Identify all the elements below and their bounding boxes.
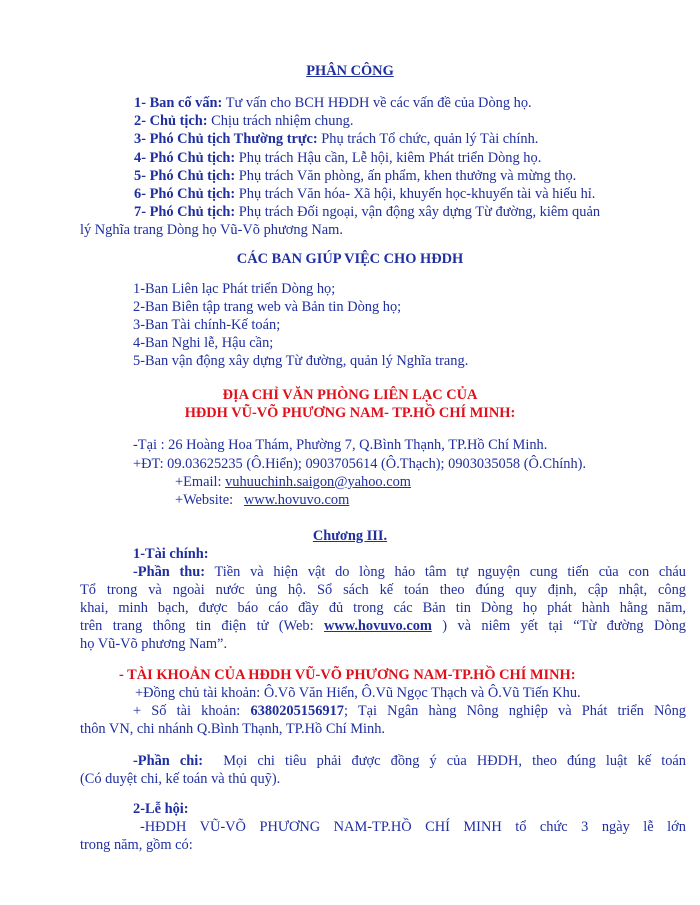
helper-board-item-2: 2-Ban Biên tập trang web và Bản tin Dòng họ; [133,299,402,315]
office-address: -Tại : 26 Hoàng Hoa Thám, Phường 7, Q.Bình Thạnh, TP.Hồ Chí Minh. [133,437,548,453]
income-line-1: -Phần thu: Tiền và hiện vật do lòng hảo tâm tự nguyện cung tiến của con cháu [133,564,686,580]
office-title-line-2: HĐDH VŨ-VÕ PHƯƠNG NAM- TP.HỒ CHÍ MINH: [184,405,516,421]
assignment-item-7-continued: lý Nghĩa trang Dòng họ Vũ-Võ phương Nam. [80,222,343,238]
expense-line-2: (Có duyệt chi, kế toán và thủ quỹ). [80,771,281,787]
chapter-title: Chương III. [312,528,388,544]
website-link[interactable]: www.hovuvo.com [243,492,350,508]
web-link[interactable]: www.hovuvo.com [323,618,432,634]
account-bank-line: thôn VN, chi nhánh Q.Bình Thạnh, TP.Hồ Chí Minh. [80,721,386,737]
office-phone: +ĐT: 09.03625235 (Ô.Hiển); 0903705614 (Ô.Thạch); 0903035058 (Ô.Chính). [133,456,587,472]
festival-heading: 2-Lễ hội: [133,801,189,817]
income-line-5: họ Vũ-Võ phương Nam”. [80,636,228,652]
helper-board-item-1: 1-Ban Liên lạc Phát triển Dòng họ; [133,281,336,297]
assignment-item-4: 4- Phó Chủ tịch: Phụ trách Hậu cần, Lễ hội, kiêm Phát triển Dòng họ. [134,150,542,166]
account-heading: - TÀI KHOẢN CỦA HĐDH VŨ-VÕ PHƯƠNG NAM-TP.HỒ CHÍ MINH: [119,667,576,683]
office-website: +Website: www.hovuvo.com [175,492,350,508]
helper-board-item-5: 5-Ban vận động xây dựng Từ đường, quản lý Nghĩa trang. [133,353,469,369]
assignment-item-2: 2- Chủ tịch: Chịu trách nhiệm chung. [134,113,354,129]
income-line-2: Tổ trong và ngoài nước ủng hộ. Sổ sách kế toán theo đúng quy định, cập nhật, công [80,582,686,598]
assignment-item-7: 7- Phó Chủ tịch: Phụ trách Đối ngoại, vận động xây dựng Từ đường, kiêm quản [134,204,601,220]
income-line-3: khai, minh bạch, được báo cáo đầy đủ trong các Bản tin Dòng họ phát hành hằng năm, [80,600,686,616]
helper-board-item-4: 4-Ban Nghi lễ, Hậu cần; [133,335,274,351]
helper-board-item-3: 3-Ban Tài chính-Kế toán; [133,317,281,333]
account-number-line: + Số tài khoản: 6380205156917; Tại Ngân hàng Nông nghiệp và Phát triển Nông [133,703,686,719]
assignment-item-5: 5- Phó Chủ tịch: Phụ trách Văn phòng, ấn phẩm, khen thưởng và mừng thọ. [134,168,577,184]
email-link[interactable]: vuhuuchinh.saigon@yahoo.com [225,474,412,490]
assignment-item-1: 1- Ban cố vấn: Tư vấn cho BCH HĐDH về các vấn đề của Dòng họ. [134,95,532,111]
expense-line-1: -Phần chi: Mọi chi tiêu phải được đồng ý của HĐDH, theo đúng luật kế toán [133,753,686,769]
income-line-4: trên trang thông tin điện tử (Web: www.hovuvo.com ) và niêm yết tại “Từ đường Dòng [80,618,686,634]
office-title-line-1: ĐỊA CHỈ VĂN PHÒNG LIÊN LẠC CỦA [222,387,478,403]
finance-heading: 1-Tài chính: [133,546,209,562]
festival-line-2: trong năm, gồm có: [80,837,193,853]
festival-line-1: -HĐDH VŨ-VÕ PHƯƠNG NAM-TP.HỒ CHÍ MINH tổ chức 3 ngày lễ lớn [140,819,686,835]
assignment-item-3: 3- Phó Chủ tịch Thường trực: Phụ trách Tổ chức, quản lý Tài chính. [134,131,539,147]
assignment-item-6: 6- Phó Chủ tịch: Phụ trách Văn hóa- Xã hội, khuyến học-khuyến tài và hiếu hỉ. [134,186,596,202]
section-title-phan-cong: PHÂN CÔNG [306,63,394,79]
account-number: 6380205156917 [250,703,344,719]
section-title-helper-boards: CÁC BAN GIÚP VIỆC CHO HĐDH [236,251,464,267]
account-holders: +Đồng chủ tài khoản: Ô.Võ Văn Hiển, Ô.Vũ Ngọc Thạch và Ô.Vũ Tiến Khu. [135,685,581,701]
office-email: +Email: vuhuuchinh.saigon@yahoo.com [175,474,412,490]
